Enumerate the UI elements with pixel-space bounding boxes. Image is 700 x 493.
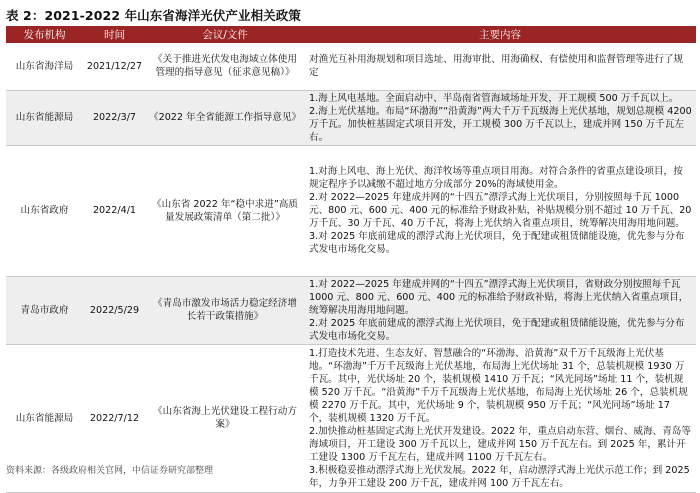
cell-org: 青岛市政府 (6, 276, 83, 344)
cell-document: 《关于推进光伏发电海域立体使用管理的指导意见（征求意见稿）》 (146, 43, 304, 90)
cell-document: 《山东省 2022 年“稳中求进”高质量发展政策清单（第二批）》 (146, 145, 304, 276)
cell-org: 山东省海洋局 (6, 43, 83, 90)
policy-table (6, 26, 696, 493)
cell-org: 山东省能源局 (6, 344, 83, 492)
content-line: 3.对 2025 年底前建成的漂浮式海上光伏项目，免于配建或租赁储能设施，优先参与分布式发电市场化交易。 (309, 231, 685, 255)
cell-document: 《2022 年全省能源工作指导意见》 (146, 90, 304, 145)
source-note: 资料来源：各级政府相关官网，中信证券研究部整理 (6, 466, 214, 476)
content-line: 对渔光互补用海规划和项目选址、用海审批、用海确权、有偿使用和监督管理等进行了规定 (309, 54, 684, 79)
cell-content (304, 276, 696, 344)
content-line: 2.加快推动桩基固定式海上光伏开发建设。2022 年，重点启动东营、烟台、威海、青岛等海域项目，开工建设 300 万千瓦以上，建成并网 150 万千瓦左右。到 2025 年，累计开工建设 1300 万千瓦左右，建成并网 1100 万千瓦左右。 (309, 425, 691, 463)
cell-date: 2021/12/27 (83, 43, 146, 90)
content-line: 1.海上风电基地。全面启动中、半岛南省管海域场址开发，开工规模 500 万千瓦以上。 (309, 92, 679, 104)
content-line: 2.海上光伏基地。布局“环渤海”“沿黄海”两大千万千瓦级海上光伏基地，规划总规模 4200 万千瓦。加快桩基固定式项目开发，开工规模 300 万千瓦以上，建成并网 150 万千瓦左右。 (309, 105, 692, 143)
table-row (6, 90, 696, 145)
table-row (6, 276, 696, 344)
header-date: 时间 (83, 26, 146, 43)
content-line: 2.对 2022—2025 年建成并网的“十四五”漂浮式海上光伏项目，分别按照每千瓦 1000 元、800 元、600 元、400 元的标准给予财政补贴，补贴规模分别不超过 10 万千瓦、20 万千瓦、30 万千瓦、40 万千瓦，将海上光伏纳入省重点项目，统筹解决用海用地问题。 (309, 192, 692, 229)
cell-document: 《山东省海上光伏建设工程行动方案》 (146, 344, 304, 492)
cell-date: 2022/4/1 (83, 145, 146, 276)
cell-date: 2022/3/7 (83, 90, 146, 145)
cell-org: 山东省政府 (6, 145, 83, 276)
header-org: 发布机构 (6, 26, 83, 43)
content-line: 1.打造技术先进、生态友好、智慧融合的“环渤海、沿黄海”双千万千瓦级海上光伏基地。“环渤海”千万千瓦级海上光伏基地，布局海上光伏场址 31 个，总装机规模 1930 万千瓦。其中，光伏场址 20 个，装机规模 1410 万千瓦；“风光同场”场址 11 个，装机规模 520 万千瓦。“沿黄海”千万千瓦级海上光伏基地，布局海上光伏场址 26 个，总装机规模 2270 万千瓦。其中，光伏场址 9 个，装机规模 950 万千瓦；“风光同场”场址 17 个，装机规模 1320 万千瓦。 (309, 347, 688, 424)
cell-content (304, 145, 696, 276)
cell-document: 《青岛市激发市场活力稳定经济增长若干政策措施》 (146, 276, 304, 344)
content-line: 3.积极稳妥推动漂浮式海上光伏发展。2022 年，启动漂浮式海上光伏示范工作；到 2025 年，力争开工建设 200 万千瓦，建成并网 100 万千瓦左右。 (309, 464, 690, 489)
cell-content (304, 344, 696, 492)
cell-org: 山东省能源局 (6, 90, 83, 145)
cell-date: 2022/7/12 (83, 344, 146, 492)
content-line: 1.对 2022—2025 年建成并网的“十四五”漂浮式海上光伏项目，省财政分别按照每千瓦 1000 元、800 元、600 元、400 元的标准给予财政补贴，将海上光伏纳入省重点项目，统筹解决用海用地问题。 (309, 278, 689, 316)
content-line: 2.对 2025 年底前建成的漂浮式海上光伏项目，免于配建或租赁储能设施，优先参与分布式发电市场化交易。 (309, 317, 685, 342)
header-content: 主要内容 (304, 26, 696, 43)
cell-content (304, 90, 696, 145)
cell-date: 2022/5/29 (83, 276, 146, 344)
header-doc: 会议/文件 (146, 26, 304, 43)
table-header-row (6, 26, 696, 43)
cell-content (304, 43, 696, 90)
policy-table-wrapper (6, 26, 696, 493)
table-title: 表 2：2021-2022 年山东省海洋光伏产业相关政策 (6, 8, 301, 23)
content-line: 1.对海上风电、海上光伏、海洋牧场等重点项目用海。对符合条件的省重点建设项目，按规定程序予以减缴不超过地方分成部分 20%的海域使用金。 (309, 166, 683, 190)
table-row (6, 145, 696, 276)
table-row (6, 43, 696, 90)
table-body (6, 43, 696, 492)
